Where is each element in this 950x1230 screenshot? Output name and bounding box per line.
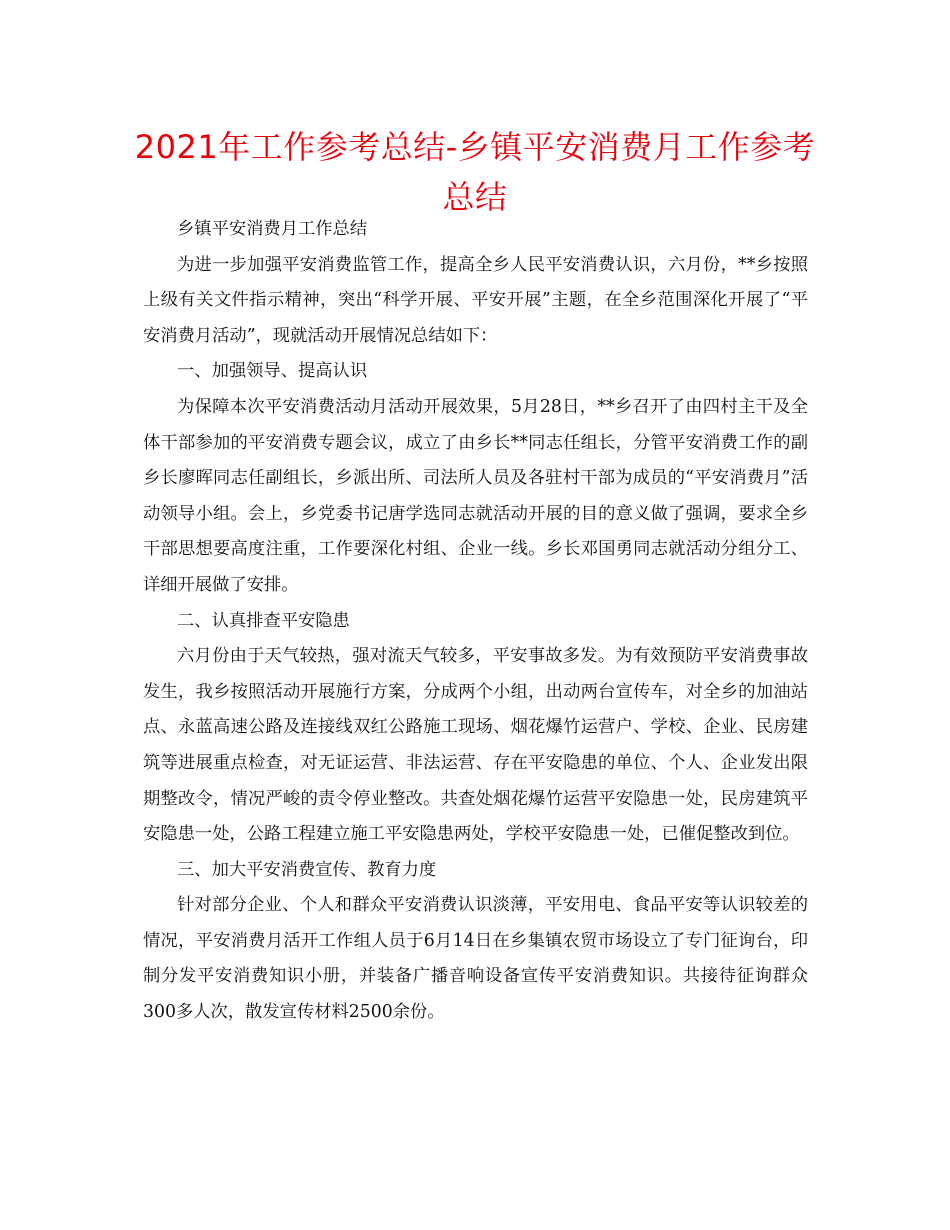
section-heading: 一、加强领导、提高认识 [177,361,368,382]
paragraph: 针对部分企业、个人和群众平安消费认识淡薄，平安用电、食品平安等认识较差的情况，平安消费月活开工作组人员于6月14日在乡集镇农贸市场设立了专门征询台，印制分发平安消费知识小册，并装备广播音响设备宣传平安消费知识。共接待征询群众300多人次，散发宣传材料2500余份。 [143,895,808,1023]
paragraph: 为进一步加强平安消费监管工作，提高全乡人民平安消费认识，六月份，**乡按照上级有关文件指示精神，突出“科学开展、平安开展”主题，在全乡范围深化开展了“平安消费月活动”，现就活动开展情况总结如下： [143,254,808,346]
paragraph: 乡镇平安消费月工作总结 [177,219,368,239]
section-heading: 三、加大平安消费宣传、教育力度 [177,859,437,880]
document-title: 2021年工作参考总结-乡镇平安消费月工作参考总结 [134,128,816,216]
paragraph: 为保障本次平安消费活动月活动开展效果，5月28日，**乡召开了由四村主干及全体干部参加的平安消费专题会议，成立了由乡长**同志任组长，分管平安消费工作的副乡长廖晖同志任副组长，乡派出所、司法所人员及各驻村干部为成员的“平安消费月”活动领导小组。会上，乡党委书记唐学选同志就活动开展的目的意义做了强调，要求全乡干部思想要高度注重，工作要深化村组、企业一线。乡长邓国勇同志就活动分组分工、详细开展做了安排。 [143,396,808,595]
document-body [143,212,808,1031]
section-heading: 二、认真排查平安隐患 [177,610,350,631]
paragraph: 六月份由于天气较热，强对流天气较多，平安事故多发。为有效预防平安消费事故发生，我乡按照活动开展施行方案，分成两个小组，出动两台宣传车，对全乡的加油站点、永蓝高速公路及连接线双红公路施工现场、烟花爆竹运营户、学校、企业、民房建筑等进展重点检查，对无证运营、非法运营、存在平安隐患的单位、个人、企业发出限期整改令，情况严峻的责令停业整改。共查处烟花爆竹运营平安隐患一处，民房建筑平安隐患一处，公路工程建立施工平安隐患两处，学校平安隐患一处，已催促整改到位。 [143,646,808,845]
